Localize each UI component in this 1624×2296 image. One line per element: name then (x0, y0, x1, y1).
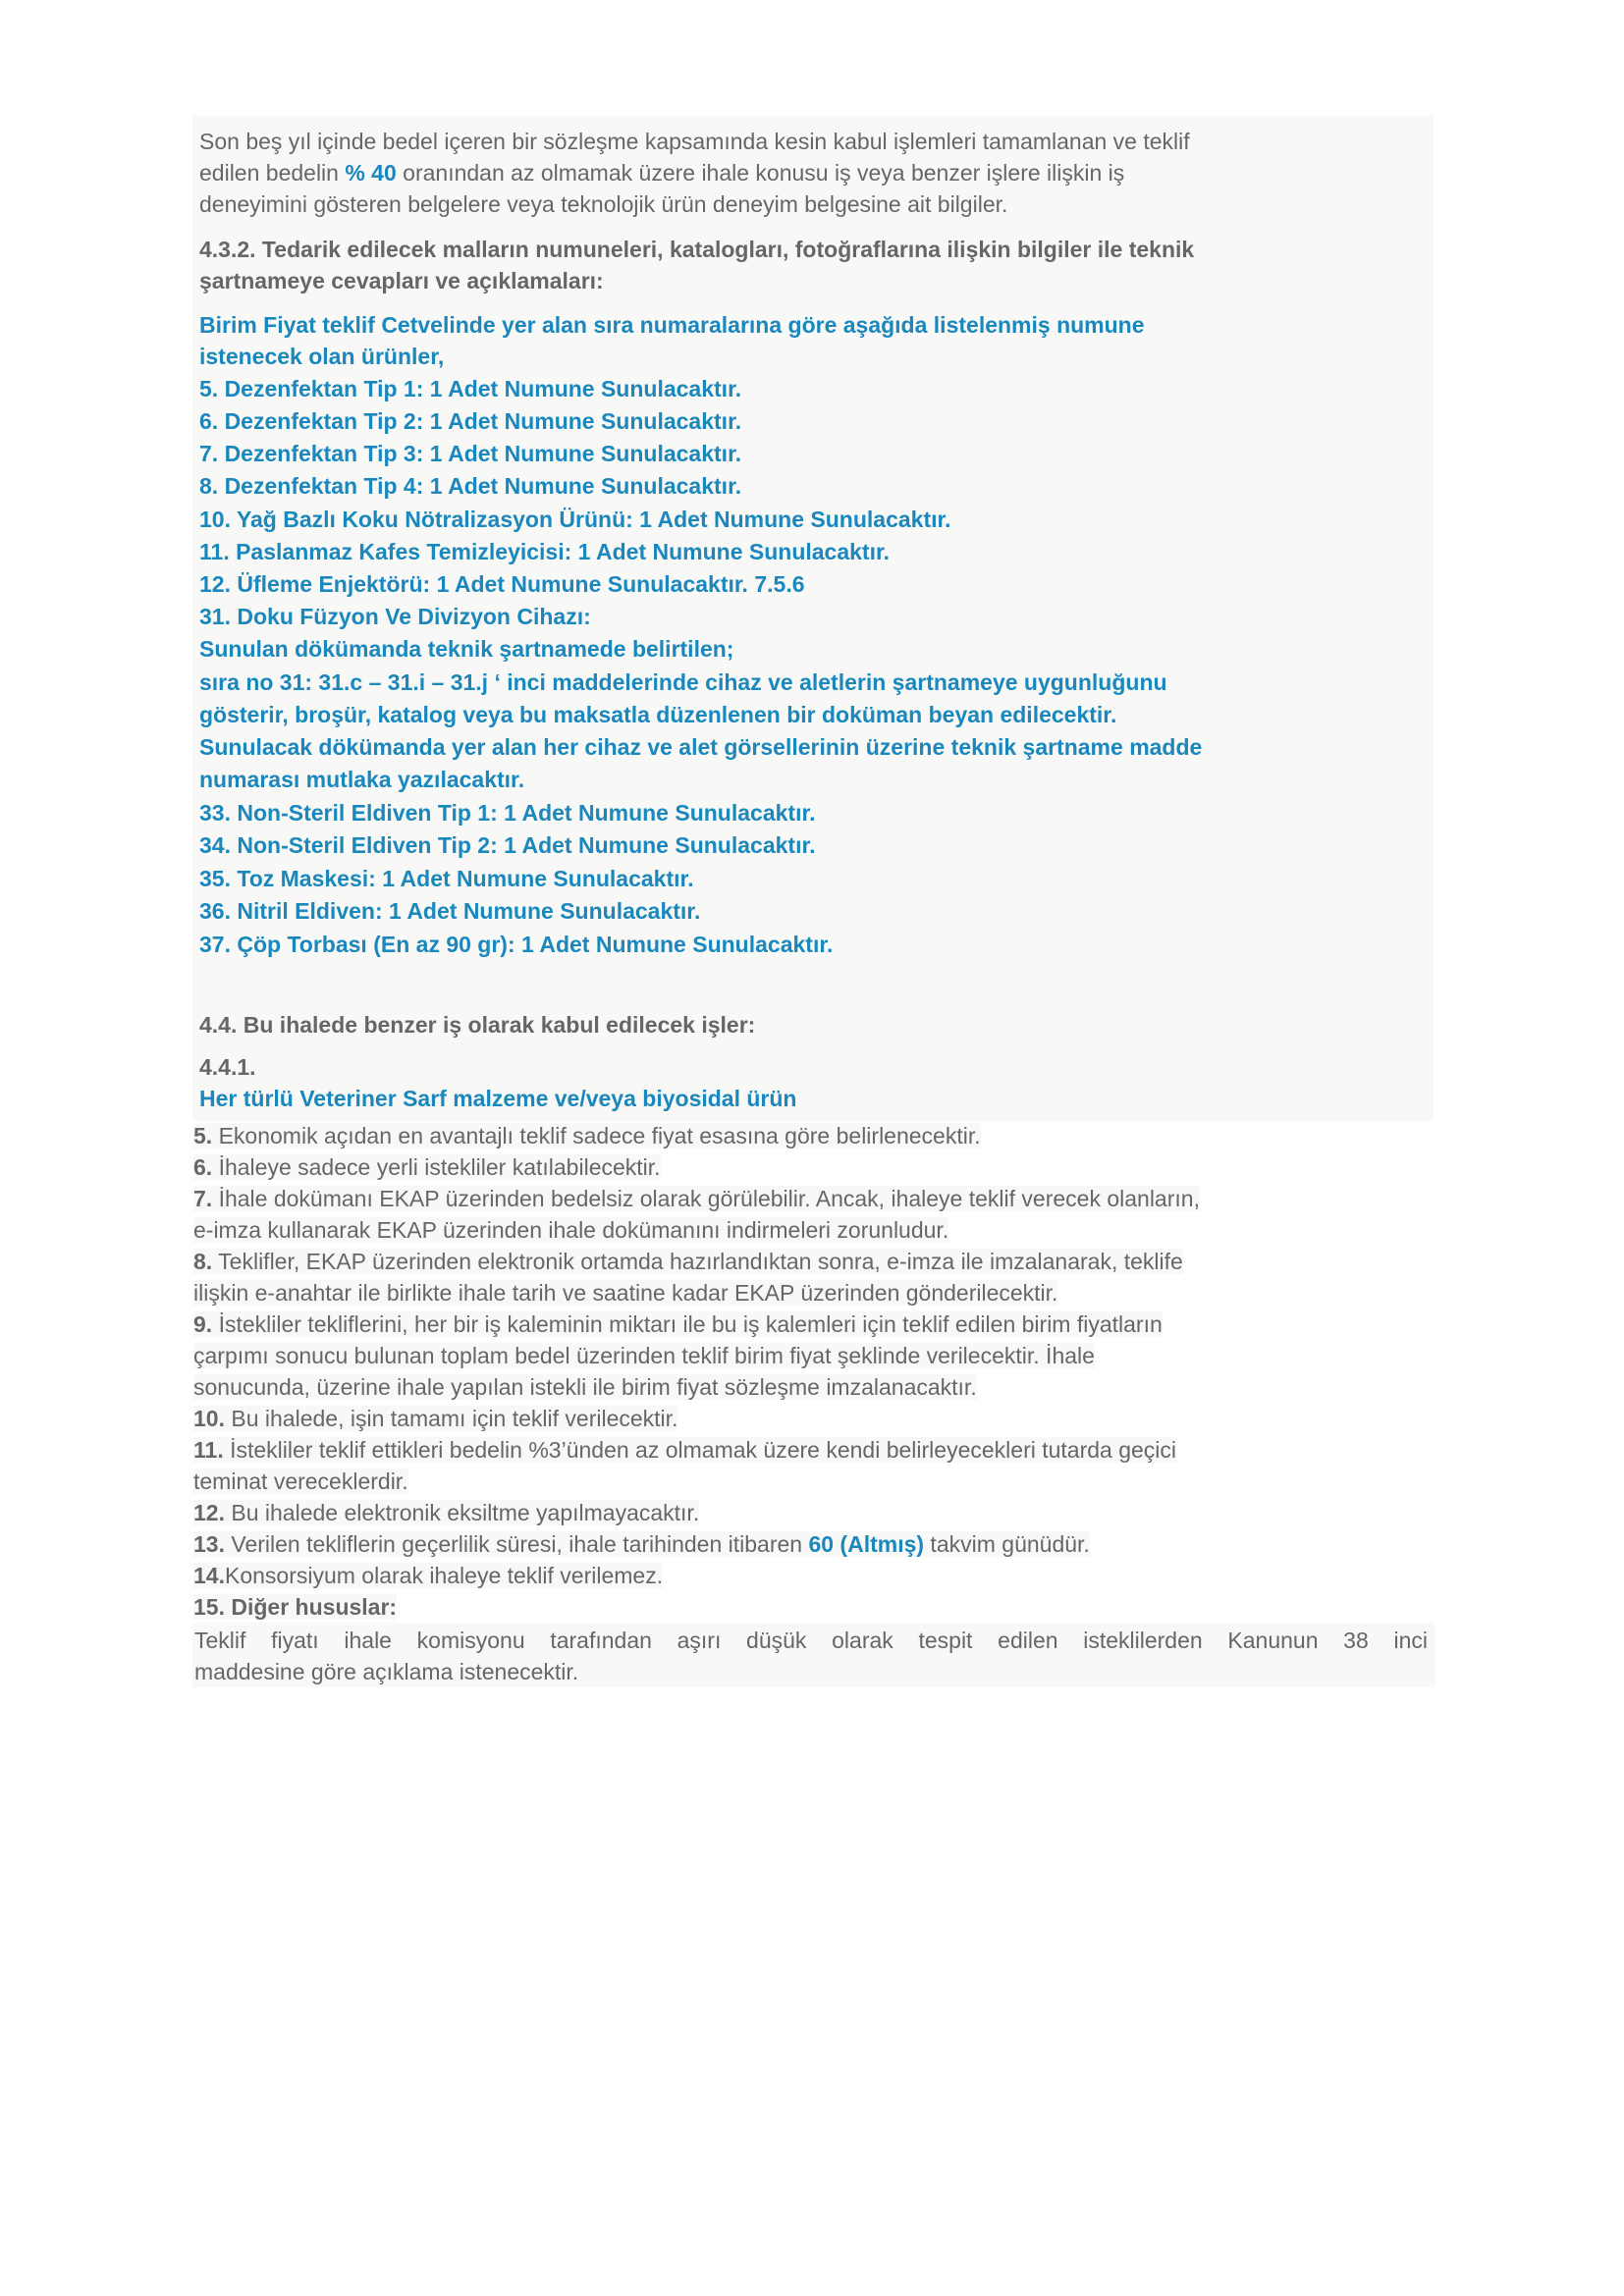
heading-4-4-1: 4.4.1. (199, 1054, 256, 1080)
clause-text: İhale dokümanı EKAP üzerinden bedelsiz olarak görülebilir. Ancak, ihaleye teklif verecek olanların, (218, 1186, 1200, 1211)
heading-4-4: 4.4. Bu ihalede benzer iş olarak kabul edilecek işler: (199, 1012, 756, 1038)
clause-5 (193, 1121, 981, 1151)
sample-item: 35. Toz Maskesi: 1 Adet Numune Sunulacaktır. (199, 866, 694, 891)
sample-intro-line-2: istenecek olan ürünler, (199, 344, 445, 369)
sample-item: 31. Doku Füzyon Ve Divizyon Cihazı: (199, 604, 591, 629)
other-matters-line-2: maddesine göre açıklama istenecektir. (194, 1659, 579, 1684)
clause-8 (193, 1247, 1183, 1277)
sample-item: 11. Paslanmaz Kafes Temizleyicisi: 1 Adet Numune Sunulacaktır. (199, 539, 891, 564)
clause-number: 13. (193, 1531, 225, 1557)
clause-14 (193, 1561, 663, 1591)
sample-item: 33. Non-Steril Eldiven Tip 1: 1 Adet Numune Sunulacaktır. (199, 800, 816, 826)
clause-number: 10. (193, 1406, 225, 1431)
clause-7 (193, 1184, 1200, 1214)
experience-paragraph-line-1: Son beş yıl içinde bedel içeren bir sözleşme kapsamında kesin kabul işlemleri tamamlanan ve teklif (199, 129, 1190, 154)
clause-text: Ekonomik açıdan en avantajlı teklif sadece fiyat esasına göre belirlenecektir. (218, 1123, 981, 1148)
clause-number: 15. (193, 1594, 225, 1620)
clause-number: 7. (193, 1186, 213, 1211)
clause-text: teminat vereceklerdir. (193, 1468, 408, 1494)
clause-11-cont (193, 1467, 408, 1497)
validity-period: 60 (Altmış) (808, 1531, 925, 1557)
sample-item: 37. Çöp Torbası (En az 90 gr): 1 Adet Numune Sunulacaktır. (199, 932, 834, 957)
sample-item: Sunulan dökümanda teknik şartnamede belirtilen; (199, 636, 734, 662)
clause-number: 14. (193, 1563, 225, 1588)
clause-text: İhaleye sadece yerli istekliler katılabilecektir. (218, 1154, 661, 1180)
clause-6 (193, 1152, 661, 1183)
sample-item: 34. Non-Steril Eldiven Tip 2: 1 Adet Numune Sunulacaktır. (199, 832, 816, 858)
sample-item: gösterir, broşür, katalog veya bu maksatla düzenlenen bir doküman beyan edilecektir. (199, 702, 1117, 727)
heading-4-3-2-line-2: şartnameye cevapları ve açıklamaları: (199, 268, 604, 294)
sample-item: numarası mutlaka yazılacaktır. (199, 767, 525, 792)
heading-4-3-2-line-1: 4.3.2. Tedarik edilecek malların numuneleri, katalogları, fotoğraflarına ilişkin bilgiler ile teknik (199, 237, 1195, 262)
clause-number: 11. (193, 1437, 224, 1463)
clause-text: e-imza kullanarak EKAP üzerinden ihale dokümanını indirmeleri zorunludur. (193, 1217, 949, 1243)
sample-item: 6. Dezenfektan Tip 2: 1 Adet Numune Sunulacaktır. (199, 408, 742, 434)
clause-text: Teklifler, EKAP üzerinden elektronik ortamda hazırlandıktan sonra, e-imza ile imzalanarak, teklife (218, 1249, 1183, 1274)
sample-item: 7. Dezenfektan Tip 3: 1 Adet Numune Sunulacaktır. (199, 441, 742, 466)
sample-intro-line-1: Birim Fiyat teklif Cetvelinde yer alan sıra numaralarına göre aşağıda listelenmiş numune (199, 312, 1145, 338)
sample-item: 10. Yağ Bazlı Koku Nötralizasyon Ürünü: 1 Adet Numune Sunulacaktır. (199, 507, 951, 532)
clause-number: 5. (193, 1123, 213, 1148)
other-matters-paragraph (194, 1625, 1428, 1687)
clause-10 (193, 1404, 677, 1434)
clause-text: takvim günüdür. (924, 1531, 1090, 1557)
clause-8-cont (193, 1278, 1057, 1308)
clause-number: 8. (193, 1249, 213, 1274)
clause-text: Bu ihalede, işin tamamı için teklif verilecektir. (231, 1406, 678, 1431)
clause-11 (193, 1435, 1176, 1466)
sample-item: sıra no 31: 31.c – 31.i – 31.j ‘ inci maddelerinde cihaz ve aletlerin şartnameye uygunluğunu (199, 669, 1167, 695)
clause-text: Bu ihalede elektronik eksiltme yapılmayacaktır. (231, 1500, 700, 1525)
clause-13 (193, 1529, 1090, 1560)
clause-9 (193, 1309, 1163, 1340)
clause-number: 6. (193, 1154, 213, 1180)
clause-text: ilişkin e-anahtar ile birlikte ihale tarih ve saatine kadar EKAP üzerinden gönderilecektir. (193, 1280, 1058, 1306)
clause-9-cont (193, 1372, 977, 1403)
clause-text: çarpımı sonucu bulunan toplam bedel üzerinden teklif birim fiyat şeklinde verilecektir. İhale (193, 1343, 1095, 1368)
clause-text: Konsorsiyum olarak ihaleye teklif verilemez. (224, 1563, 664, 1588)
clause-number: 12. (193, 1500, 225, 1525)
clause-7-cont (193, 1215, 948, 1246)
sample-item: 36. Nitril Eldiven: 1 Adet Numune Sunulacaktır. (199, 898, 701, 924)
experience-paragraph-line-3: deneyimini gösteren belgelere veya teknolojik ürün deneyim belgesine ait bilgiler. (199, 191, 1008, 217)
sample-item: 12. Üfleme Enjektörü: 1 Adet Numune Sunulacaktır. 7.5.6 (199, 571, 805, 597)
sample-item: 5. Dezenfektan Tip 1: 1 Adet Numune Sunulacaktır. (199, 376, 742, 401)
percent-value: % 40 (345, 160, 397, 186)
sample-item: Sunulacak dökümanda yer alan her cihaz ve alet görsellerinin üzerine teknik şartname madde (199, 734, 1203, 760)
clause-number: 9. (193, 1311, 213, 1337)
clause-9-cont (193, 1341, 1095, 1371)
clause-12 (193, 1498, 699, 1528)
clause-title: Diğer hususlar: (231, 1594, 398, 1620)
other-matters-line-1: Teklif fiyatı ihale komisyonu tarafından aşırı düşük olarak tespit edilen isteklilerden Kanunun 38 inci (194, 1628, 1428, 1653)
similar-work-definition: Her türlü Veteriner Sarf malzeme ve/veya biyosidal ürün (199, 1086, 797, 1111)
clause-text: Verilen tekliflerin geçerlilik süresi, ihale tarihinden itibaren (231, 1531, 809, 1557)
clause-text: sonucunda, üzerine ihale yapılan istekli ile birim fiyat sözleşme imzalanacaktır. (193, 1374, 977, 1400)
clause-15 (193, 1592, 397, 1623)
clause-text: İstekliler teklif ettikleri bedelin %3’ünden az olmamak üzere kendi belirleyecekleri tutarda geçici (230, 1437, 1177, 1463)
clause-text: İstekliler tekliflerini, her bir iş kaleminin miktarı ile bu iş kalemleri için teklif edilen birim fiyatların (218, 1311, 1163, 1337)
experience-paragraph-line-2 (199, 158, 1124, 187)
sample-item: 8. Dezenfektan Tip 4: 1 Adet Numune Sunulacaktır. (199, 473, 742, 499)
text-segment: oranından az olmamak üzere ihale konusu iş veya benzer işlere ilişkin iş (396, 160, 1125, 186)
text-segment: edilen bedelin (199, 160, 346, 186)
